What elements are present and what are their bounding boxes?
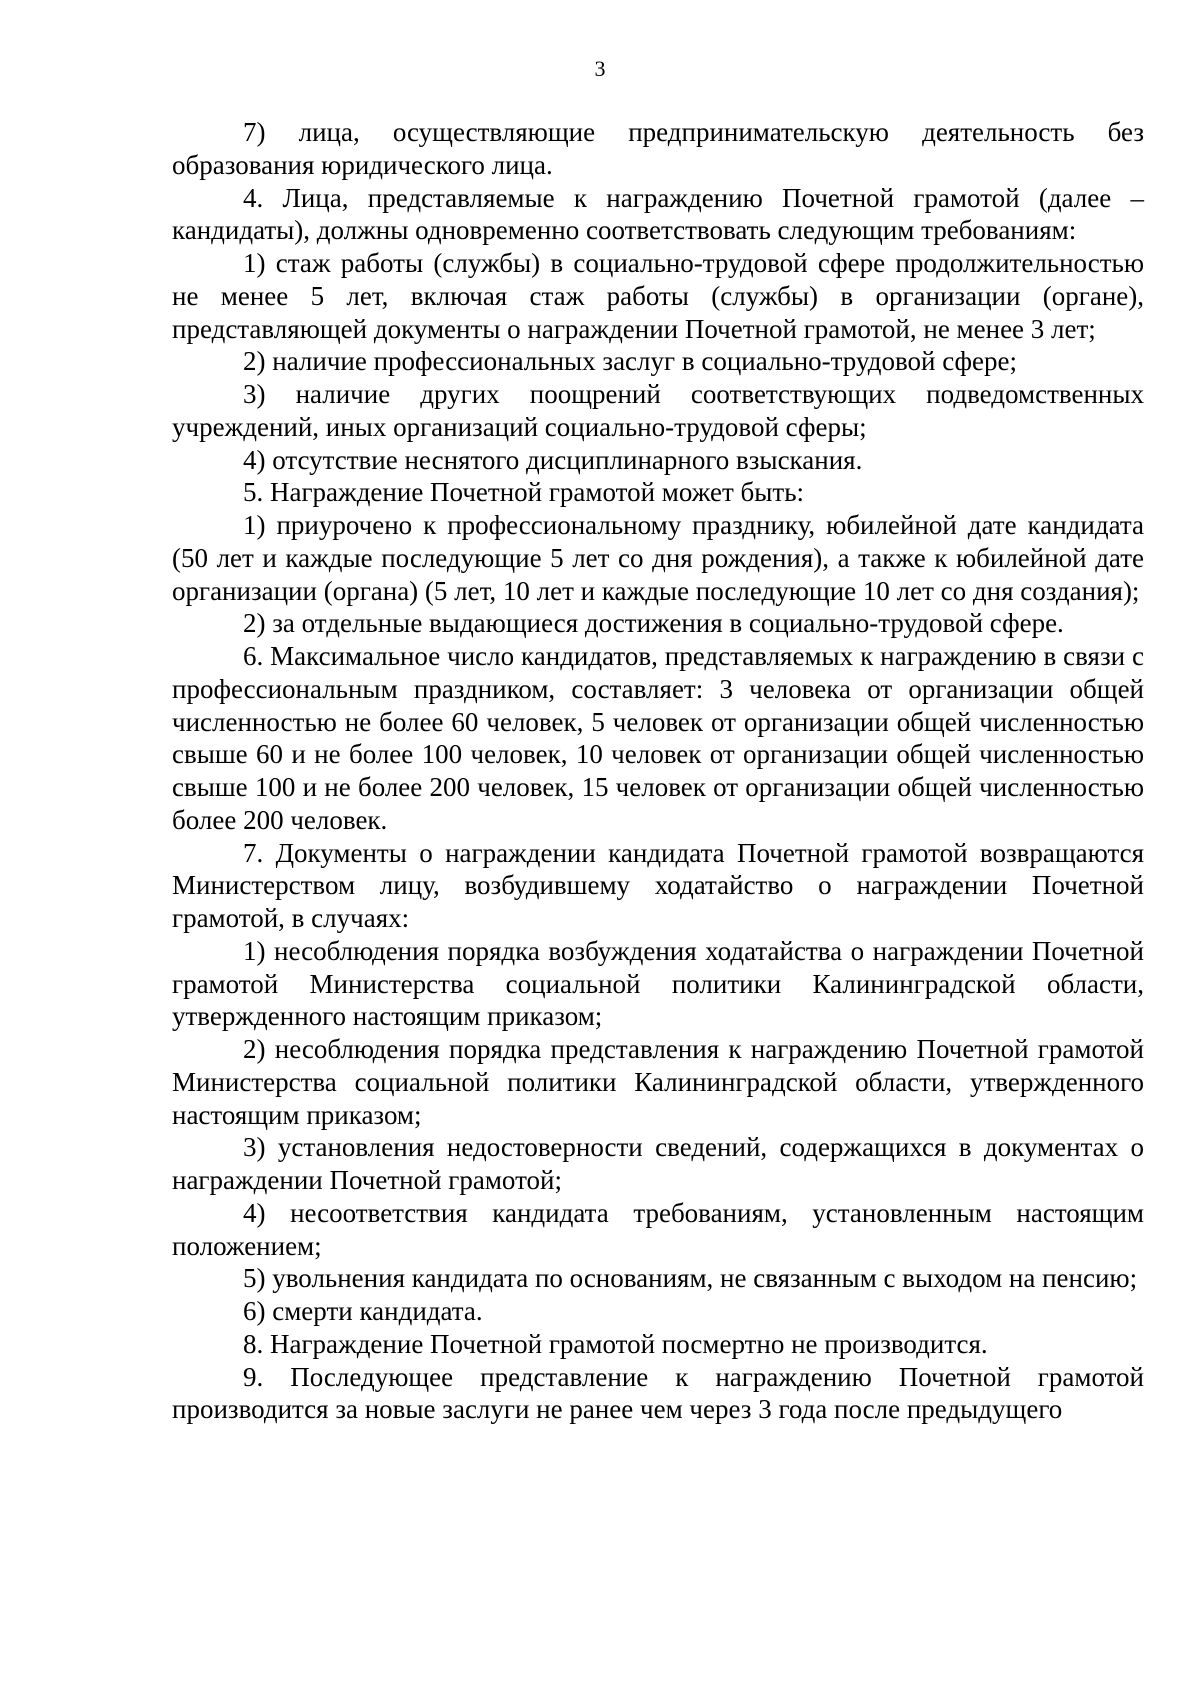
paragraph-4-4-no-disciplinary-action: 4) отсутствие неснятого дисциплинарного взыскания. — [243, 444, 863, 475]
paragraph-7-1-petition-procedure: 1) несоблюдения порядка возбуждения ходатайства о награждении Почетной грамотой Министерства социальной политики Калининградской области, утвержденного настоящим приказом; — [172, 935, 1144, 1032]
paragraph-5-2-outstanding-achievements: 2) за отдельные выдающиеся достижения в социально-трудовой сфере. — [243, 608, 1064, 639]
paragraph-7-4-noncompliance: 4) несоответствия кандидата требованиям, установленным настоящим положением; — [172, 1197, 1144, 1261]
paragraph-4-3-other-incentives: 3) наличие других поощрений соответствующих подведомственных учреждений, иных организаций социально-трудовой сферы; — [172, 379, 1144, 442]
paragraph-8-no-posthumous: 8. Награждение Почетной грамотой посмертно не производится. — [243, 1328, 988, 1359]
paragraph-9-subsequent-submission: 9. Последующее представление к награждению Почетной грамотой производится за новые заслуги не ранее чем через 3 года после предыдущего — [172, 1361, 1144, 1425]
page-number: 3 — [594, 56, 606, 81]
document-body — [172, 116, 1144, 1426]
paragraph-7-documents-returned: 7. Документы о награждении кандидата Почетной грамотой возвращаются Министерством лицу, возбудившему ходатайство о награждении Почетной грамотой, в случаях: — [172, 837, 1144, 933]
paragraph-4-candidate-requirements: 4. Лица, представляемые к награждению Почетной грамотой (далее – кандидаты), должны одновременно соответствовать следующим требованиям: — [172, 182, 1144, 246]
paragraph-6-max-candidates: 6. Максимальное число кандидатов, представляемых к награждению в связи с профессиональным праздником, составляет: 3 человека от организации общей численностью не более 60 человек, 5 человек от организации общей численностью свыше 60 и не более 100 человек, 10 человек от организации общей численностью свыше 100 и не более 200 человек, 15 человек от организации общей численностью более 200 человек. — [172, 641, 1144, 835]
paragraph-5-award-grounds: 5. Награждение Почетной грамотой может быть: — [243, 477, 805, 508]
paragraph-7-2-submission-procedure: 2) несоблюдения порядка представления к награждению Почетной грамотой Министерства социальной политики Калининградской области, утвержденного настоящим приказом; — [172, 1034, 1144, 1130]
paragraph-7-6-death: 6) смерти кандидата. — [243, 1296, 483, 1326]
paragraph-4-2-professional-merits: 2) наличие профессиональных заслуг в социально-трудовой сфере; — [243, 346, 1018, 377]
paragraph-7-entrepreneurs: 7) лица, осуществляющие предпринимательскую деятельность без образования юридического лица. — [172, 117, 1144, 180]
paragraph-7-3-inaccurate-information: 3) установления недостоверности сведений, содержащихся в документах о награждении Почетной грамотой; — [172, 1132, 1144, 1195]
paragraph-7-5-dismissal: 5) увольнения кандидата по основаниям, не связанным с выходом на пенсию; — [243, 1263, 1138, 1294]
paragraph-4-1-work-experience: 1) стаж работы (службы) в социально-трудовой сфере продолжительностью не менее 5 лет, включая стаж работы (службы) в организации (органе), представляющей документы о награждении Почетной грамотой, не менее 3 лет; — [172, 248, 1144, 344]
paragraph-5-1-holiday-anniversary: 1) приурочено к профессиональному празднику, юбилейной дате кандидата (50 лет и каждые последующие 5 лет со дня рождения), а также к юбилейной дате организации (органа) (5 лет, 10 лет и каждые последующие 10 лет со дня создания); — [172, 510, 1144, 606]
